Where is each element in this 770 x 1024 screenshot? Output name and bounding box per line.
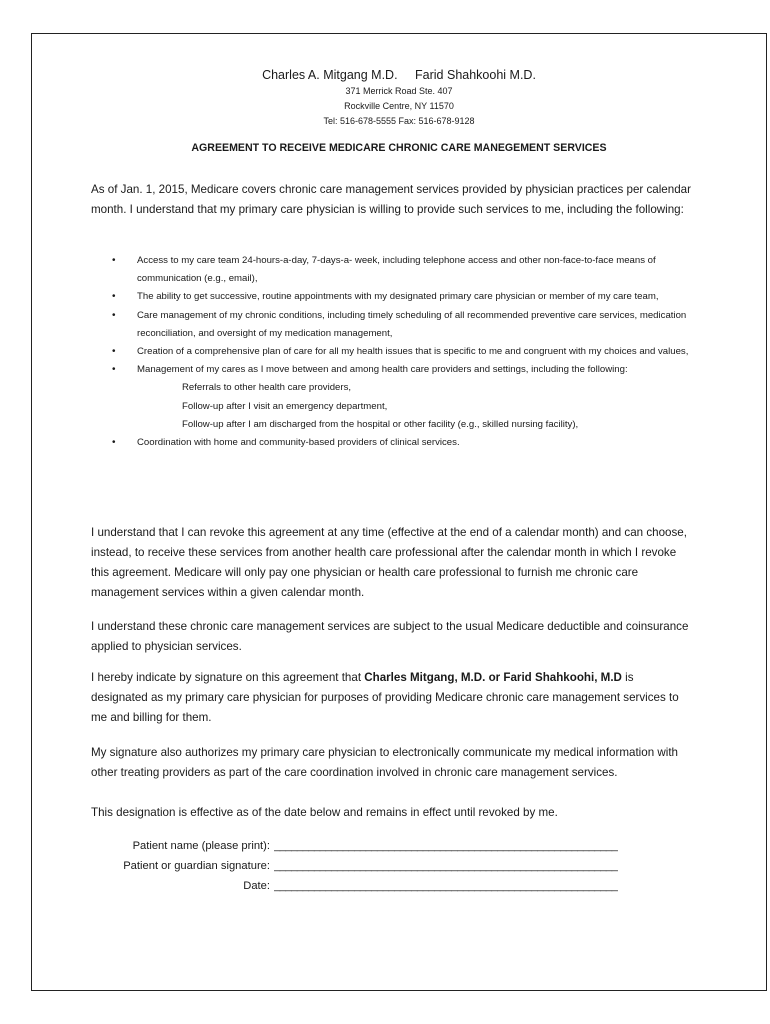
patient-name-label: Patient name (please print): [132,840,270,852]
doctor-names [32,66,766,84]
date-label: Date: [243,880,270,892]
sub-item: Follow-up after I am discharged from the hospital or other facility (e.g., skilled nursing facility), [182,418,579,430]
revoke-paragraph: I understand that I can revoke this agreement at any time (effective at the end of a calendar month) and can choose, instead, to receive these services from another health care professional after the calendar month in which I revoke this agreement. Medicare will only pay one physician or health care professional to furnish me chronic care management services within a given calendar month. [91,526,687,599]
signature-block [72,836,682,896]
sub-item: Referrals to other health care providers, [182,382,352,394]
intro-paragraph: As of Jan. 1, 2015, Medicare covers chronic care management services provided by physician practices per calendar month. I understand that my primary care physician is willing to provide such services to me, including the following: [91,183,691,216]
phone-fax: Tel: 516-678-5555 Fax: 516-678-9128 [323,116,475,126]
list-item: • Creation of a comprehensive plan of care for all my health issues that is specific to me and congruent with my choices and values, [110,343,694,361]
address-line-1: 371 Merrick Road Ste. 407 [345,86,453,96]
date-row [72,876,682,896]
doctor-name-2: Farid Shahkoohi M.D. [415,68,536,82]
physician-names: Charles Mitgang, M.D. or Farid Shahkoohi, M.D [364,671,622,684]
list-item: • Coordination with home and community-based providers of clinical services. [110,434,694,452]
letterhead [32,66,766,129]
designation-paragraph [91,668,691,728]
address-line-2: Rockville Centre, NY 11570 [344,101,454,111]
signature-row [72,856,682,876]
effective-paragraph: This designation is effective as of the date below and remains in effect until revoked by me. [91,806,558,819]
signature-label: Patient or guardian signature: [123,860,270,872]
list-item-text: • Management of my cares as I move between and among health care providers and settings, including the following: [137,364,628,376]
deductible-paragraph: I understand these chronic care management services are subject to the usual Medicare deductible and coinsurance applied to physician services. [91,620,689,653]
authorization-paragraph: My signature also authorizes my primary care physician to electronically communicate my medical information with other treating providers as part of the care coordination involved in chronic care management services. [91,746,678,779]
document-page [31,33,767,991]
list-item: • The ability to get successive, routine appointments with my designated primary care physician or member of my care team, [110,288,694,306]
list-item: • Care management of my chronic conditions, including timely scheduling of all recommended preventive care services, medication reconciliation, and oversight of my medication management, [110,307,694,343]
designation-text-after: is designated as my primary care physician for purposes of providing Medicare chronic care management services to me and billing for them. [91,671,679,724]
signature-field[interactable]: ____________________________________________________________ [274,860,618,872]
sub-item: Follow-up after I visit an emergency department, [182,400,388,412]
document-title: AGREEMENT TO RECEIVE MEDICARE CHRONIC CARE MANEGEMENT SERVICES [191,142,607,154]
patient-name-field[interactable]: ____________________________________________________________ [274,840,618,852]
date-field[interactable]: ____________________________________________________________ [274,880,618,892]
designation-text-before: I hereby indicate by signature on this agreement that [91,671,365,684]
services-list [110,252,694,452]
doctor-name-1: Charles A. Mitgang M.D. [262,68,398,82]
patient-name-row [72,836,682,856]
list-item: • Access to my care team 24-hours-a-day, 7-days-a- week, including telephone access and other non-face-to-face means of communication (e.g., email), [110,252,694,288]
list-item [110,361,694,434]
